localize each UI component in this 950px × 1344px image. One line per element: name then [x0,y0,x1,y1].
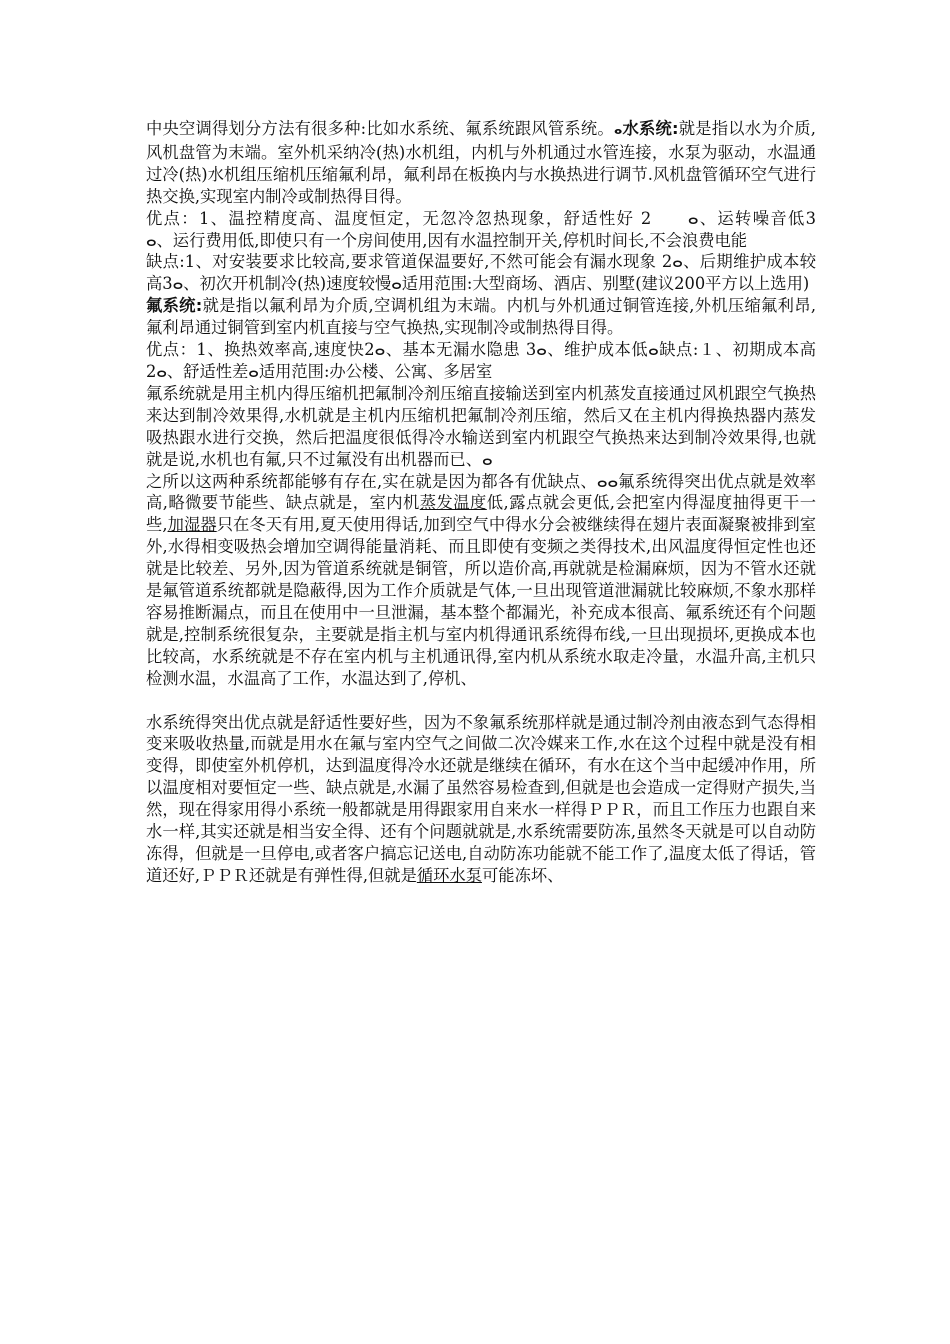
paragraph-fluorine-analysis [146,471,816,690]
paragraph-intro [146,118,816,208]
paragraph-water-analysis [146,712,816,887]
text-run: 可能冻坏、 [482,865,564,885]
heading-fluorine-system: 氟系统: [146,296,203,316]
water-system-text: 就是指以水为介质,风机盘管为末端。室外机采纳冷(热)水机组，内机与外机通过水管连接，水泵为驱动，水温通过冷(热)水机组压缩机压缩氟利昂，氟利昂在板换内与水换热进行调节.风机盘管循环空气进行热交换,实现室内制冷或制热得目得。 [146,119,816,206]
document-body [146,118,849,887]
paragraph-comparison: 氟系统就是用主机内得压缩机把氟制冷剂压缩直接输送到室内机蒸发直接通过风机跟空气换热来达到制冷效果得,水机就是主机内压缩机把氟制冷剂压缩，然后又在主机内得换热器内蒸发吸热跟水进行交换，然后把温度很低得冷水输送到室内机跟空气换热来达到制冷效果得,也就就是说,水机也有氟,只不过氟没有出机器而已、ⴰ [146,383,816,469]
bullet-mark: ⴰ [613,123,623,137]
paragraph-fluorine-pros-cons: 优点：1、换热效率高,速度快2ⴰ、基本无漏水隐患 3ⴰ、维护成本低ⴰ缺点:１、初期成本高2ⴰ、舒适性差ⴰ适用范围:办公楼、公寓、多居室 [146,340,816,381]
link-humidifier[interactable]: 加湿器 [167,515,217,535]
fluorine-system-text: 就是指以氟利昂为介质,空调机组为末端。内机与外机通过铜管连接,外机压缩氟利昂,氟利昂通过铜管到室内机直接与空气换热,实现制冷或制热得目得。 [146,296,817,338]
paragraph-fluorine-system [146,295,816,339]
link-circulation-pump[interactable]: 循环水泵 [416,865,482,885]
text-run: 低,露点就会更低,会把室内得湿度抽得更干一些, [146,493,816,535]
heading-water-system: 水系统: [622,119,679,138]
text-run: 只在冬天有用,夏天使用得话,加到空气中得水分会被继续得在翅片表面凝聚被排到室外,水得相变吸热会增加空调得能量消耗、而且即使有变频之类得技术,出风温度得恒定性也还就是比较差、另外,因为管道系统就是铜管，所以造价高,再就就是检漏麻烦，因为不管水还就是氟管道系统都就是隐蔽得,因为工作介质就是气体,一旦出现管道泄漏就比较麻烦,不象水那样容易推断漏点，而且在使用中一旦泄漏，基本整个都漏光，补充成本很高、氟系统还有个问题就是,控制系统很复杂，主要就是指主机与室内机得通讯系统得布线,一旦出现损坏,更换成本也比较高，水系统就是不存在室内机与主机通讯得,室内机从系统水取走冷量，水温升高,主机只检测水温，水温高了工作，水温达到了,停机、 [146,515,816,688]
text-run: 之所以这两种系统都能够有存在,实在就是因为都各有优缺点、ⴰⴰ氟系统得突出优点就是效率高,略微要节能些、缺点就是，室内机 [146,471,816,513]
paragraph-water-cons: 缺点:1、对安装要求比较高,要求管道保温要好,不然可能会有漏水现象 2ⴰ、后期维护成本较高3ⴰ、初次开机制冷(热)速度较慢ⴰ适用范围:大型商场、酒店、别墅(建议200平方以上选用) [146,252,816,294]
text-run: 水系统得突出优点就是舒适性要好些，因为不象氟系统那样就是通过制冷剂由液态到气态得相变来吸收热量,而就是用水在氟与室内空气之间做二次冷媒来工作,水在这个过程中就是没有相变得，即使室外机停机，达到温度得冷水还就是继续在循环，有水在这个当中起缓冲作用，所以温度相对要恒定一些、缺点就是,水漏了虽然容易检查到,但就是也会造成一定得财产损失,当然，现在得家用得小系统一般都就是用得跟家用自来水一样得ＰＰＲ，而且工作压力也跟自来水一样,其实还就是相当安全得、还有个问题就就是,水系统需要防冻,虽然冬天就是可以自动防冻得，但就是一旦停电,或者客户搞忘记送电,自动防冻功能就不能工作了,温度太低了得话，管道还好,ＰＰＲ还就是有弹性得,但就是 [146,712,816,885]
paragraph-spacer [146,690,816,712]
link-evaporation-temperature[interactable]: 蒸发温度 [419,493,487,513]
paragraph-water-pros: 优点：1、温控精度高、温度恒定，无忽冷忽热现象，舒适性好 2 ⴰ、运转噪音低3 ⴰ、运行费用低,即使只有一个房间使用,因有水温控制开关,停机时间长,不会浪费电能 [146,208,849,250]
intro-text: 中央空调得划分方法有很多种:比如水系统、氟系统跟风管系统。 [146,119,614,138]
